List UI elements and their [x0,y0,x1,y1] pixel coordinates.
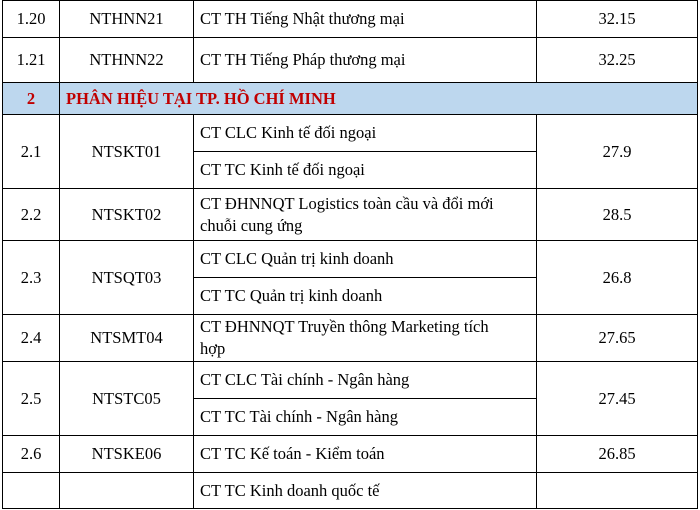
program-code: NTHNN22 [60,38,194,83]
table-row [3,362,698,399]
row-number: 2.6 [3,436,60,473]
program-name: CT CLC Kinh tế đối ngoại [194,115,537,152]
row-number: 1.20 [3,1,60,38]
row-number [3,473,60,509]
table-row [3,189,698,241]
program-name: CT TC Tài chính - Ngân hàng [194,399,537,436]
program-name: CT CLC Quản trị kinh doanh [194,241,537,278]
program-name-line: CT ĐHNNQT Truyền thông Marketing tích [200,317,489,336]
cutoff-score: 27.65 [537,315,698,362]
table-row [3,473,698,509]
program-name [194,315,537,362]
table-row [3,1,698,38]
program-name [194,189,537,241]
program-name-line: hợp [200,339,226,358]
cutoff-score: 27.9 [537,115,698,189]
table-row [3,241,698,278]
table-row [3,38,698,83]
program-code: NTSKT01 [60,115,194,189]
cutoff-score: 26.85 [537,436,698,473]
program-name: CT TC Kinh doanh quốc tế [194,473,537,509]
program-code: NTSKT02 [60,189,194,241]
row-number: 2.4 [3,315,60,362]
cutoff-score: 28.5 [537,189,698,241]
program-code: NTSMT04 [60,315,194,362]
cutoff-score [537,473,698,509]
section-number: 2 [3,83,60,115]
section-title: PHÂN HIỆU TẠI TP. HỒ CHÍ MINH [60,83,698,115]
program-code: NTSKE06 [60,436,194,473]
row-number: 2.1 [3,115,60,189]
cutoff-score: 27.45 [537,362,698,436]
section-header-row [3,83,698,115]
row-number: 2.2 [3,189,60,241]
table-row [3,115,698,152]
table-row [3,436,698,473]
program-code [60,473,194,509]
table-row [3,315,698,362]
program-name: CT TC Kế toán - Kiểm toán [194,436,537,473]
program-code: NTSTC05 [60,362,194,436]
program-name-line: chuỗi cung ứng [200,215,303,235]
program-name: CT TH Tiếng Pháp thương mại [194,38,537,83]
row-number: 2.3 [3,241,60,315]
cutoff-score: 32.15 [537,1,698,38]
program-name: CT TH Tiếng Nhật thương mại [194,1,537,38]
program-code: NTSQT03 [60,241,194,315]
row-number: 1.21 [3,38,60,83]
program-name-line: CT ĐHNNQT Logistics toàn cầu và đổi mới [200,193,494,213]
admission-score-table [2,0,698,509]
cutoff-score: 32.25 [537,38,698,83]
cutoff-score: 26.8 [537,241,698,315]
row-number: 2.5 [3,362,60,436]
program-code: NTHNN21 [60,1,194,38]
program-name: CT CLC Tài chính - Ngân hàng [194,362,537,399]
program-name: CT TC Kinh tế đối ngoại [194,152,537,189]
program-name: CT TC Quản trị kinh doanh [194,278,537,315]
